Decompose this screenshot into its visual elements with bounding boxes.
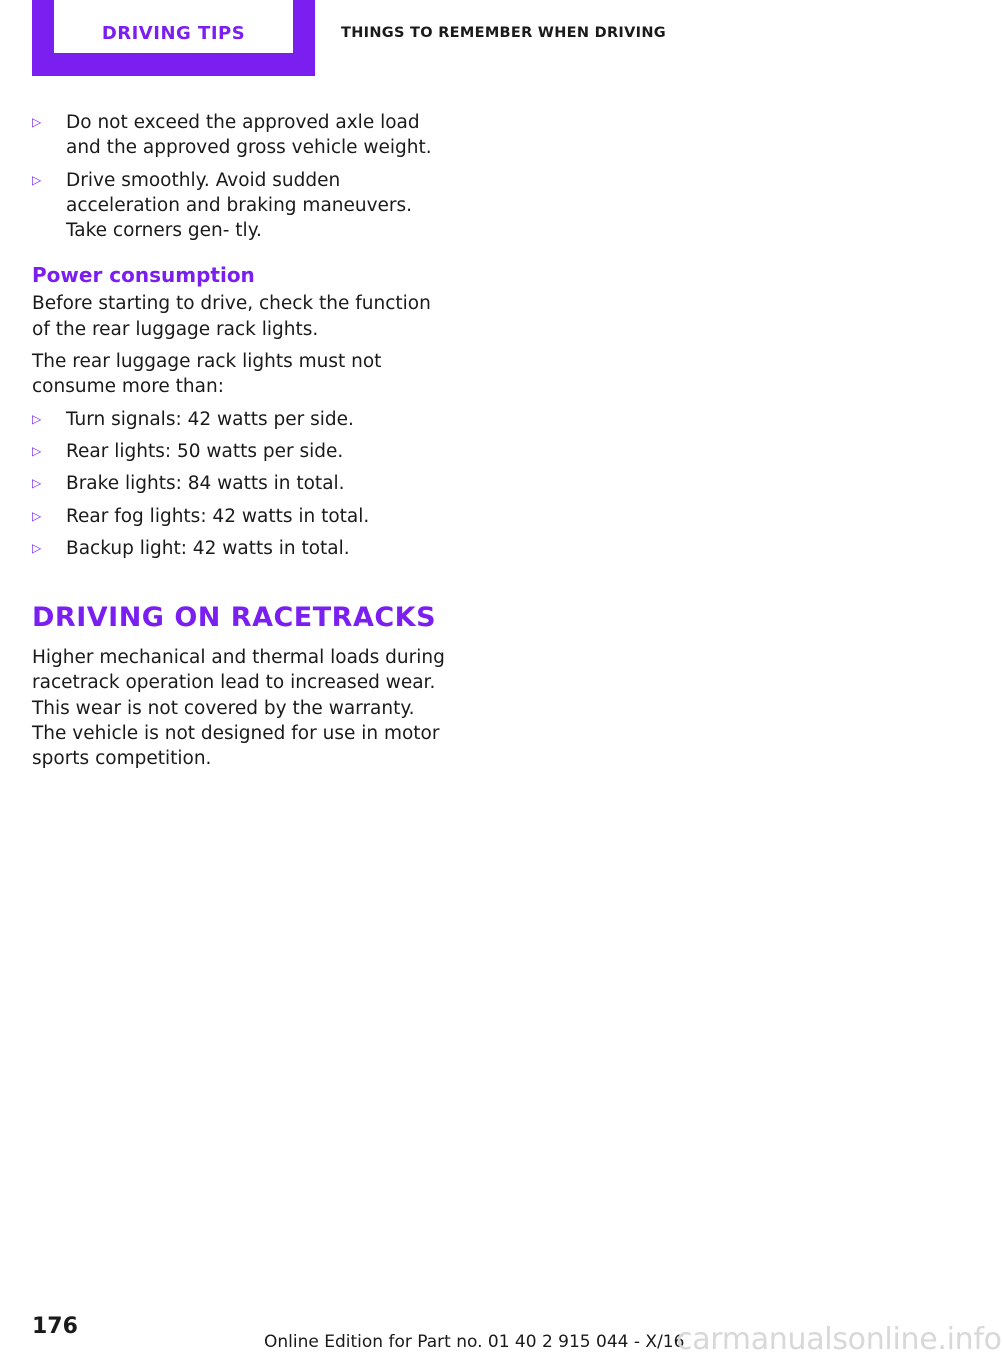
intro-bullet-list xyxy=(32,110,447,243)
list-item xyxy=(32,168,447,244)
list-item-text: Brake lights: 84 watts in total. xyxy=(66,473,345,495)
list-item xyxy=(32,536,447,561)
list-item xyxy=(32,504,447,529)
list-item-text: Drive smoothly. Avoid sudden acceleration and braking maneuvers. Take corners gen‐ tly. xyxy=(66,169,413,242)
power-paragraph-2: The rear luggage rack lights must not consume more than: xyxy=(32,351,382,398)
triangle-right-icon: ▷ xyxy=(32,508,42,523)
list-item xyxy=(32,110,447,161)
power-bullet-list xyxy=(32,407,447,561)
list-item-text: Turn signals: 42 watts per side. xyxy=(66,408,354,430)
triangle-right-icon: ▷ xyxy=(32,411,42,426)
racetracks-paragraph: Higher mechanical and thermal loads during racetrack operation lead to increased wear. This wear is not covered by the warranty. The vehicle is not designed for use in motor sports competition. xyxy=(32,647,445,770)
triangle-right-icon: ▷ xyxy=(32,476,42,491)
triangle-right-icon: ▷ xyxy=(32,540,42,555)
list-item xyxy=(32,439,447,464)
list-item xyxy=(32,407,447,432)
list-item-text: Do not exceed the approved axle load and the approved gross vehicle weight. xyxy=(66,112,432,159)
section-title: THINGS TO REMEMBER WHEN DRIVING xyxy=(341,25,666,41)
chapter-tab xyxy=(32,0,315,76)
list-item-text: Rear fog lights: 42 watts in total. xyxy=(66,505,370,527)
page-number: 176 xyxy=(32,1314,78,1339)
chapter-title: DRIVING TIPS xyxy=(54,0,293,53)
power-paragraph-1: Before starting to drive, check the function of the rear luggage rack lights. xyxy=(32,293,431,340)
page-content xyxy=(32,110,447,779)
edition-footer: Online Edition for Part no. 01 40 2 915 044 - X/16 xyxy=(264,1332,685,1352)
list-item-text: Rear lights: 50 watts per side. xyxy=(66,440,344,462)
watermark: carmanualsonline.info xyxy=(676,1322,1002,1357)
list-item-text: Backup light: 42 watts in total. xyxy=(66,537,350,559)
triangle-right-icon: ▷ xyxy=(32,443,42,458)
racetracks-heading: DRIVING ON RACETRACKS xyxy=(32,602,437,634)
triangle-right-icon: ▷ xyxy=(32,115,42,129)
triangle-right-icon: ▷ xyxy=(32,172,42,187)
power-consumption-heading: Power consumption xyxy=(32,263,255,288)
list-item xyxy=(32,471,447,496)
